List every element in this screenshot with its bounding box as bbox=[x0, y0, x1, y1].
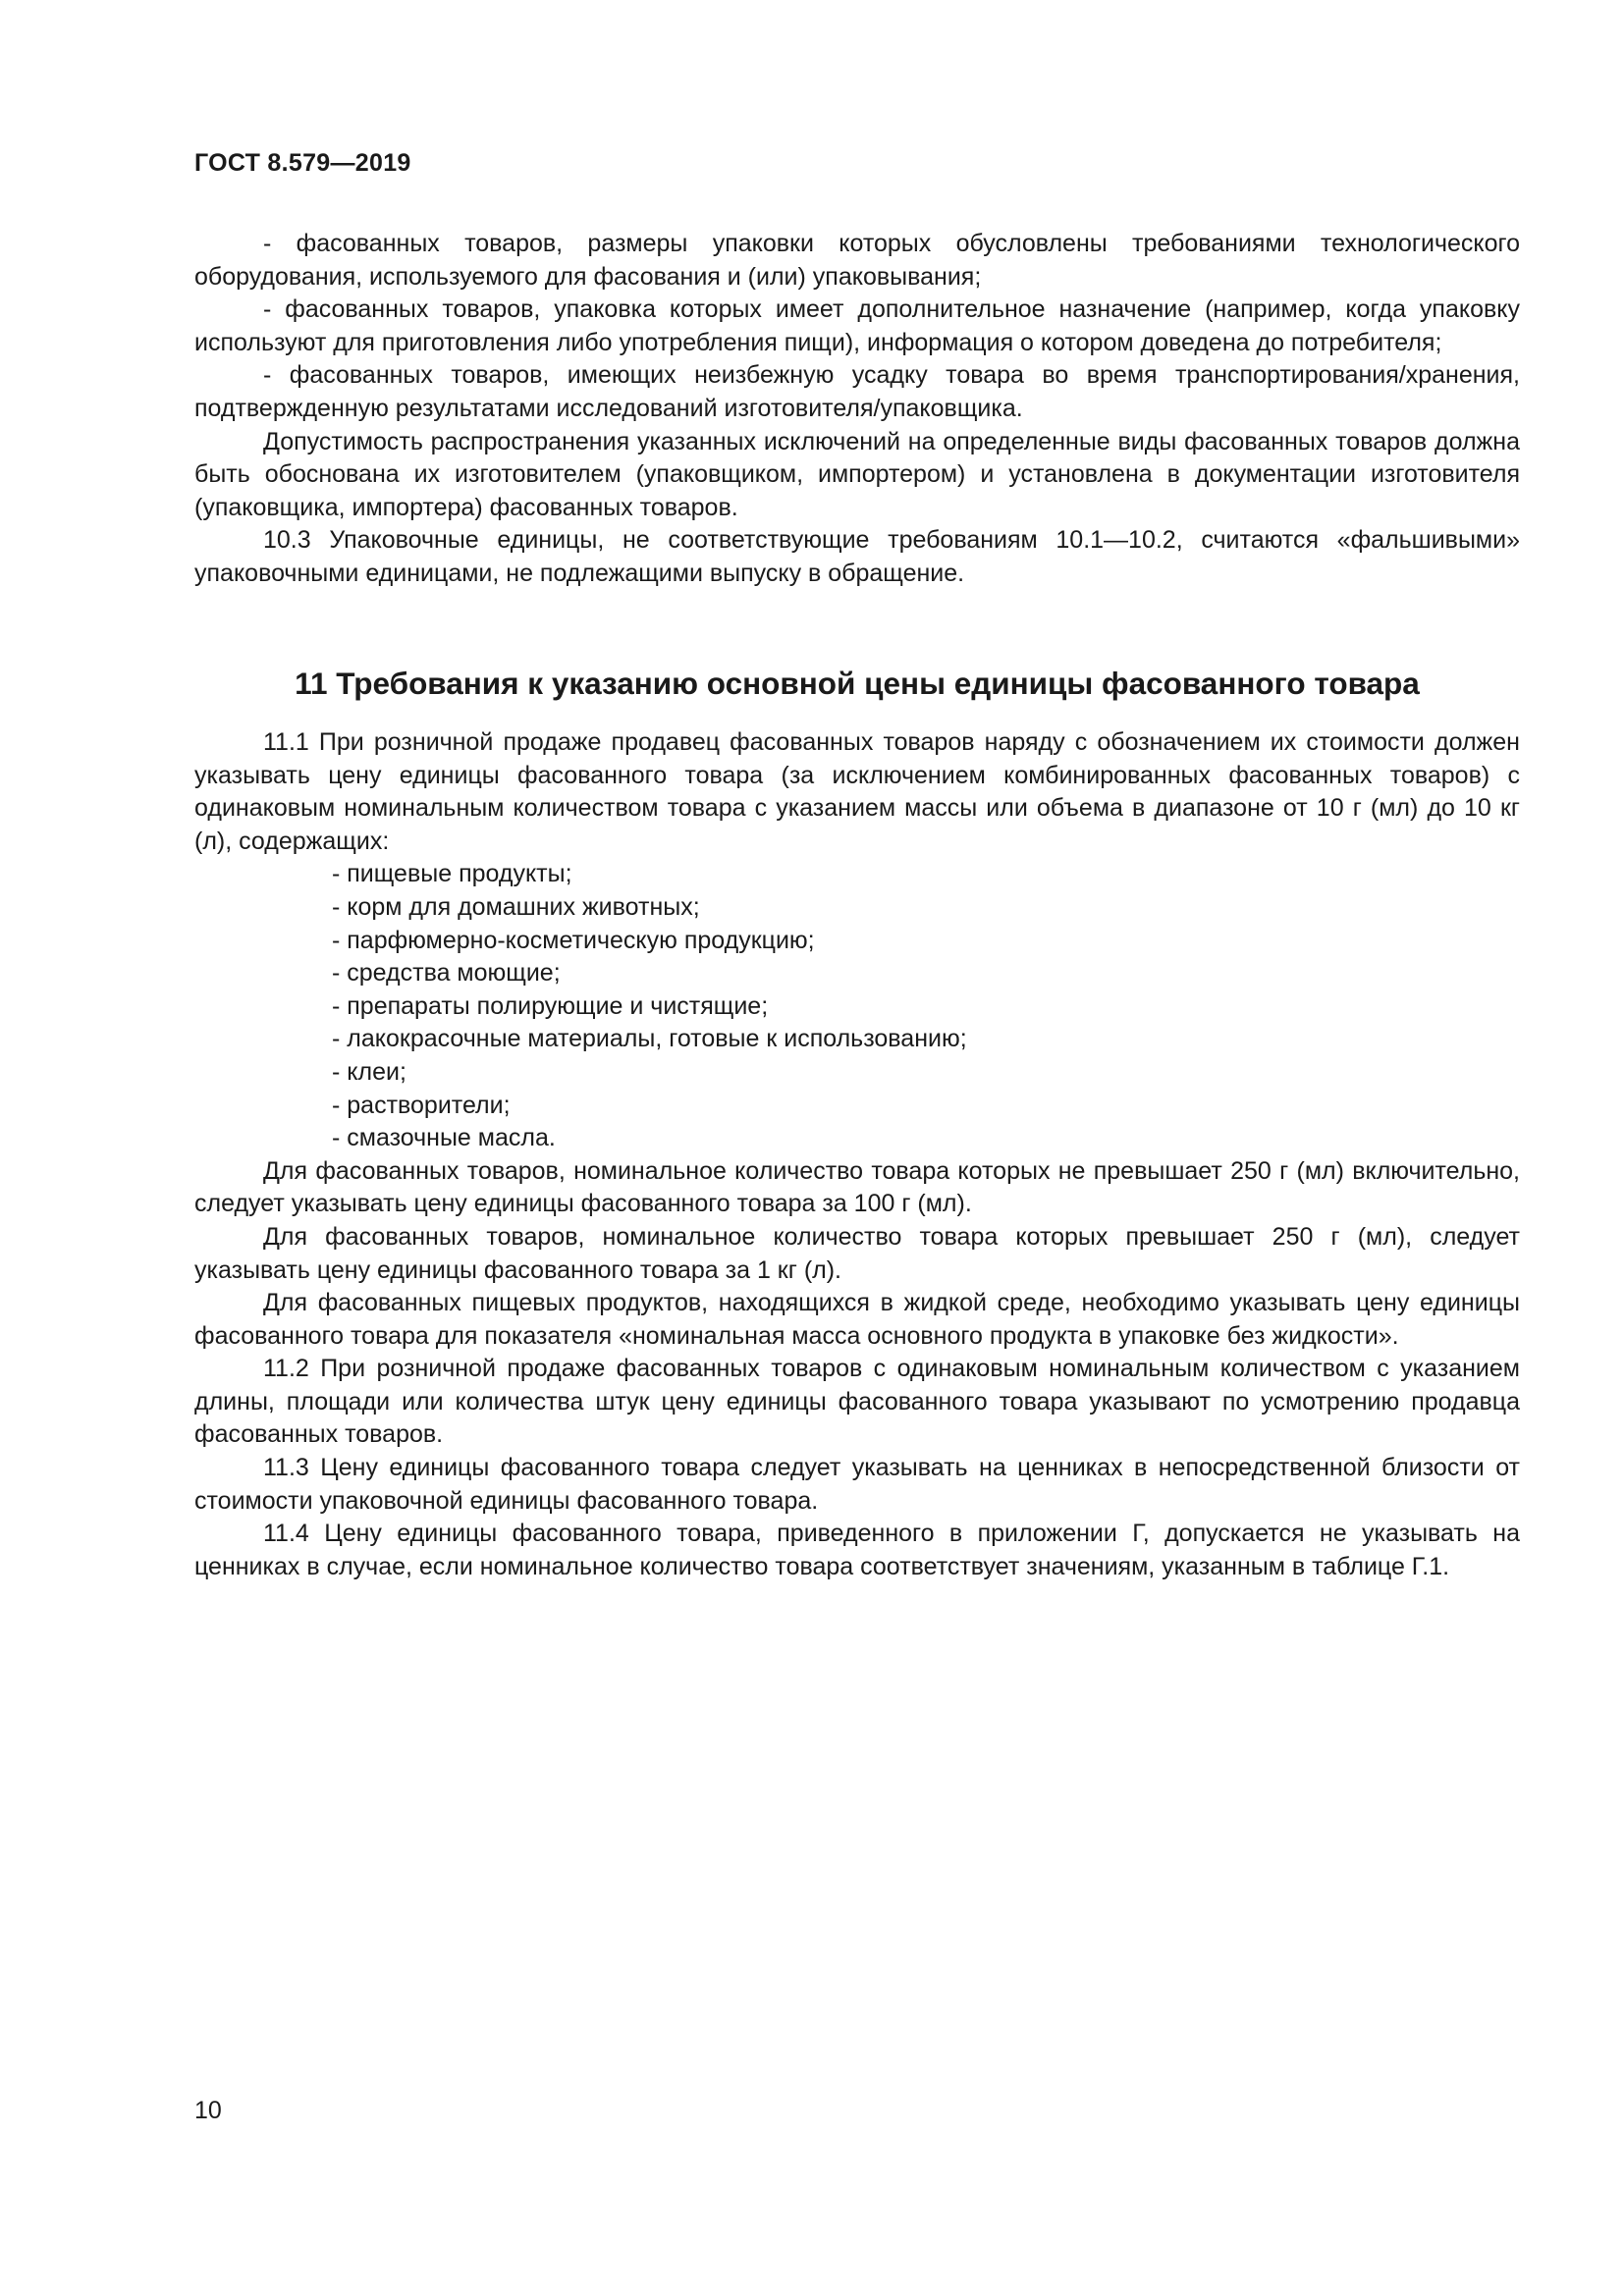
page-number: 10 bbox=[194, 2097, 222, 2124]
paragraph: - фасованных товаров, упаковка которых имеет дополнительное назначение (например, когда упаковку используют для приготовления либо употребления пищи), информация о котором доведена до потребителя; bbox=[194, 295, 1520, 356]
section-intro-paragraph: 11.1 При розничной продаже продавец фасованных товаров наряду с обозначением их стоимости должен указывать цену единицы фасованного товара (за исключением комбинированных фасованных товаров) с одинаковым номинальным количеством товара с указанием массы или объема в диапазоне от 10 г (мл) до 10 кг (л), содержащих: bbox=[194, 728, 1520, 855]
paragraph: 11.3 Цену единицы фасованного товара следует указывать на ценниках в непосредственной близости от стоимости упаковочной единицы фасованного товара. bbox=[194, 1454, 1520, 1515]
list-item: - растворители; bbox=[332, 1091, 511, 1119]
list-item: - клеи; bbox=[332, 1057, 406, 1086]
list-item: - корм для домашних животных; bbox=[332, 892, 700, 921]
list-item: - лакокрасочные материалы, готовые к использованию; bbox=[332, 1025, 967, 1053]
paragraph: Для фасованных пищевых продуктов, находящихся в жидкой среде, необходимо указывать цену единицы фасованного товара для показателя «номинальная масса основного продукта в упаковке без жидкости». bbox=[194, 1289, 1520, 1350]
top-text-block bbox=[194, 228, 1520, 591]
list-item: - смазочные масла. bbox=[332, 1124, 556, 1152]
list-item: - пищевые продукты; bbox=[332, 860, 572, 888]
list-item: - препараты полирующие и чистящие; bbox=[332, 991, 769, 1020]
paragraph: Допустимость распространения указанных исключений на определенные виды фасованных товаров должна быть обоснована их изготовителем (упаковщиком, импортером) и установлена в документации изготовителя (упаковщика, импортера) фасованных товаров. bbox=[194, 427, 1520, 521]
paragraph: Для фасованных товаров, номинальное количество товара которых не превышает 250 г (мл) включительно, следует указывать цену единицы фасованного товара за 100 г (мл). bbox=[194, 1156, 1520, 1218]
section-heading: 11 Требования к указанию основной цены единицы фасованного товара bbox=[295, 666, 1420, 701]
list-item: - парфюмерно-косметическую продукцию; bbox=[332, 926, 815, 954]
paragraph: 11.2 При розничной продаже фасованных товаров с одинаковым номинальным количеством с указанием длины, площади или количества штук цену единицы фасованного товара указывают по усмотрению продавца фасованных товаров. bbox=[194, 1355, 1520, 1449]
paragraph: 10.3 Упаковочные единицы, не соответствующие требованиям 10.1—10.2, считаются «фальшивыми» упаковочными единицами, не подлежащими выпуску в обращение. bbox=[194, 526, 1520, 587]
list-item: - средства моющие; bbox=[332, 959, 561, 988]
paragraph: Для фасованных товаров, номинальное количество товара которых превышает 250 г (мл), следует указывать цену единицы фасованного товара за 1 кг (л). bbox=[194, 1222, 1520, 1284]
paragraph: - фасованных товаров, размеры упаковки которых обусловлены требованиями технологического оборудования, используемого для фасования и (или) упаковывания; bbox=[194, 230, 1520, 291]
section-body bbox=[194, 726, 1520, 1583]
paragraph: - фасованных товаров, имеющих неизбежную усадку товара во время транспортирования/хранения, подтвержденную результатами исследований изготовителя/упаковщика. bbox=[194, 361, 1520, 422]
document-code: ГОСТ 8.579—2019 bbox=[194, 149, 411, 177]
paragraph: 11.4 Цену единицы фасованного товара, приведенного в приложении Г, допускается не указывать на ценниках в случае, если номинальное количество товара соответствует значениям, указанным в таблице Г.1. bbox=[194, 1520, 1520, 1580]
